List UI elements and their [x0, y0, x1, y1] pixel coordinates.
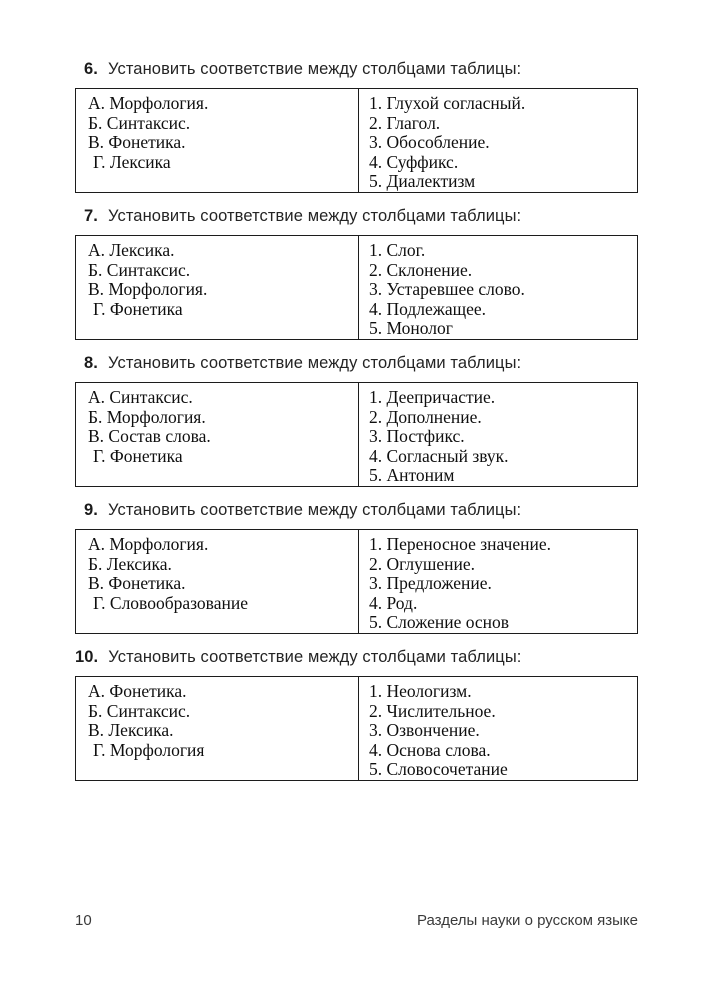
exercise-7: [75, 205, 638, 340]
exercise-6-left-column: [76, 89, 359, 192]
left-item: А. Лексика.: [88, 240, 175, 260]
right-item: 4. Суффикс.: [369, 151, 459, 172]
left-item: Г. Морфология: [93, 739, 205, 760]
running-title: Разделы науки о русском языке: [416, 912, 638, 929]
exercise-10-prompt: [75, 646, 638, 668]
left-item: Г. Словообразование: [93, 592, 248, 613]
exercise-7-prompt: [75, 205, 638, 227]
right-item: 4. Подлежащее.: [369, 298, 487, 319]
right-item: 4. Основа слова.: [369, 739, 491, 760]
right-item: 5. Сложение основ: [369, 612, 510, 633]
exercise-10-right-column: [359, 677, 637, 780]
exercise-6-number: 6.: [84, 60, 98, 78]
exercise-9-number: 9.: [84, 501, 98, 519]
left-item: Г. Фонетика: [93, 445, 183, 466]
left-item: Г. Фонетика: [93, 298, 183, 319]
exercise-6: [75, 58, 638, 193]
right-item: 3. Постфикс.: [369, 426, 465, 447]
right-item: 1. Деепричастие.: [369, 387, 496, 407]
exercise-9-matching-table: [75, 529, 638, 634]
right-item: 5. Диалектизм: [369, 171, 476, 192]
right-item: 5. Словосочетание: [369, 759, 508, 780]
exercise-9: [75, 499, 638, 634]
right-item: 3. Обособление.: [369, 132, 490, 153]
exercise-8-prompt: [75, 352, 638, 374]
page-content: [75, 58, 638, 793]
right-item: 4. Согласный звук.: [369, 445, 509, 466]
exercise-9-left-column: [76, 530, 359, 633]
left-item: Б. Лексика.: [88, 553, 172, 574]
right-item: 3. Озвончение.: [369, 720, 480, 741]
right-item: 2. Глагол.: [369, 112, 441, 133]
right-item: 2. Склонение.: [369, 259, 473, 280]
left-item: В. Состав слова.: [88, 426, 211, 447]
exercise-8-left-column: [76, 383, 359, 486]
page-footer: [75, 911, 638, 931]
exercise-6-prompt: [75, 58, 638, 80]
exercise-9-prompt-text: Установить соответствие между столбцами таблицы:: [108, 501, 522, 519]
left-item: А. Фонетика.: [88, 681, 187, 701]
right-item: 5. Антоним: [369, 465, 455, 486]
exercise-8: [75, 352, 638, 487]
left-item: Б. Синтаксис.: [88, 112, 191, 133]
left-item: В. Фонетика.: [88, 573, 186, 594]
right-item: 5. Монолог: [369, 318, 453, 339]
left-item: В. Лексика.: [88, 720, 174, 741]
right-item: 1. Переносное значение.: [369, 534, 551, 554]
right-item: 2. Оглушение.: [369, 553, 476, 574]
right-item: 4. Род.: [369, 592, 418, 613]
exercise-8-matching-table: [75, 382, 638, 487]
exercise-8-prompt-text: Установить соответствие между столбцами таблицы:: [108, 354, 522, 372]
right-item: 2. Числительное.: [369, 700, 496, 721]
right-item: 1. Глухой согласный.: [369, 93, 526, 113]
exercise-7-number: 7.: [84, 207, 98, 225]
exercise-8-right-column: [359, 383, 637, 486]
exercise-10-left-column: [76, 677, 359, 780]
right-item: 1. Неологизм.: [369, 681, 472, 701]
right-item: 3. Устаревшее слово.: [369, 279, 525, 300]
left-item: Г. Лексика: [93, 151, 171, 172]
exercise-10-prompt-text: Установить соответствие между столбцами таблицы:: [108, 648, 522, 666]
exercise-7-prompt-text: Установить соответствие между столбцами таблицы:: [108, 207, 522, 225]
exercise-7-matching-table: [75, 235, 638, 340]
left-item: А. Морфология.: [88, 93, 209, 113]
left-item: Б. Синтаксис.: [88, 700, 191, 721]
exercise-9-right-column: [359, 530, 637, 633]
left-item: А. Морфология.: [88, 534, 209, 554]
exercise-10: [75, 646, 638, 781]
right-item: 2. Дополнение.: [369, 406, 482, 427]
exercise-6-right-column: [359, 89, 637, 192]
exercise-6-matching-table: [75, 88, 638, 193]
exercise-10-matching-table: [75, 676, 638, 781]
exercise-7-left-column: [76, 236, 359, 339]
left-item: Б. Морфология.: [88, 406, 206, 427]
left-item: В. Фонетика.: [88, 132, 186, 153]
exercise-7-right-column: [359, 236, 637, 339]
exercise-8-number: 8.: [84, 354, 98, 372]
exercise-10-number: 10.: [75, 648, 99, 666]
page-number: 10: [75, 912, 92, 929]
left-item: В. Морфология.: [88, 279, 208, 300]
left-item: Б. Синтаксис.: [88, 259, 191, 280]
right-item: 3. Предложение.: [369, 573, 492, 594]
exercise-6-prompt-text: Установить соответствие между столбцами таблицы:: [108, 60, 522, 78]
left-item: А. Синтаксис.: [88, 387, 193, 407]
right-item: 1. Слог.: [369, 240, 426, 260]
exercise-9-prompt: [75, 499, 638, 521]
